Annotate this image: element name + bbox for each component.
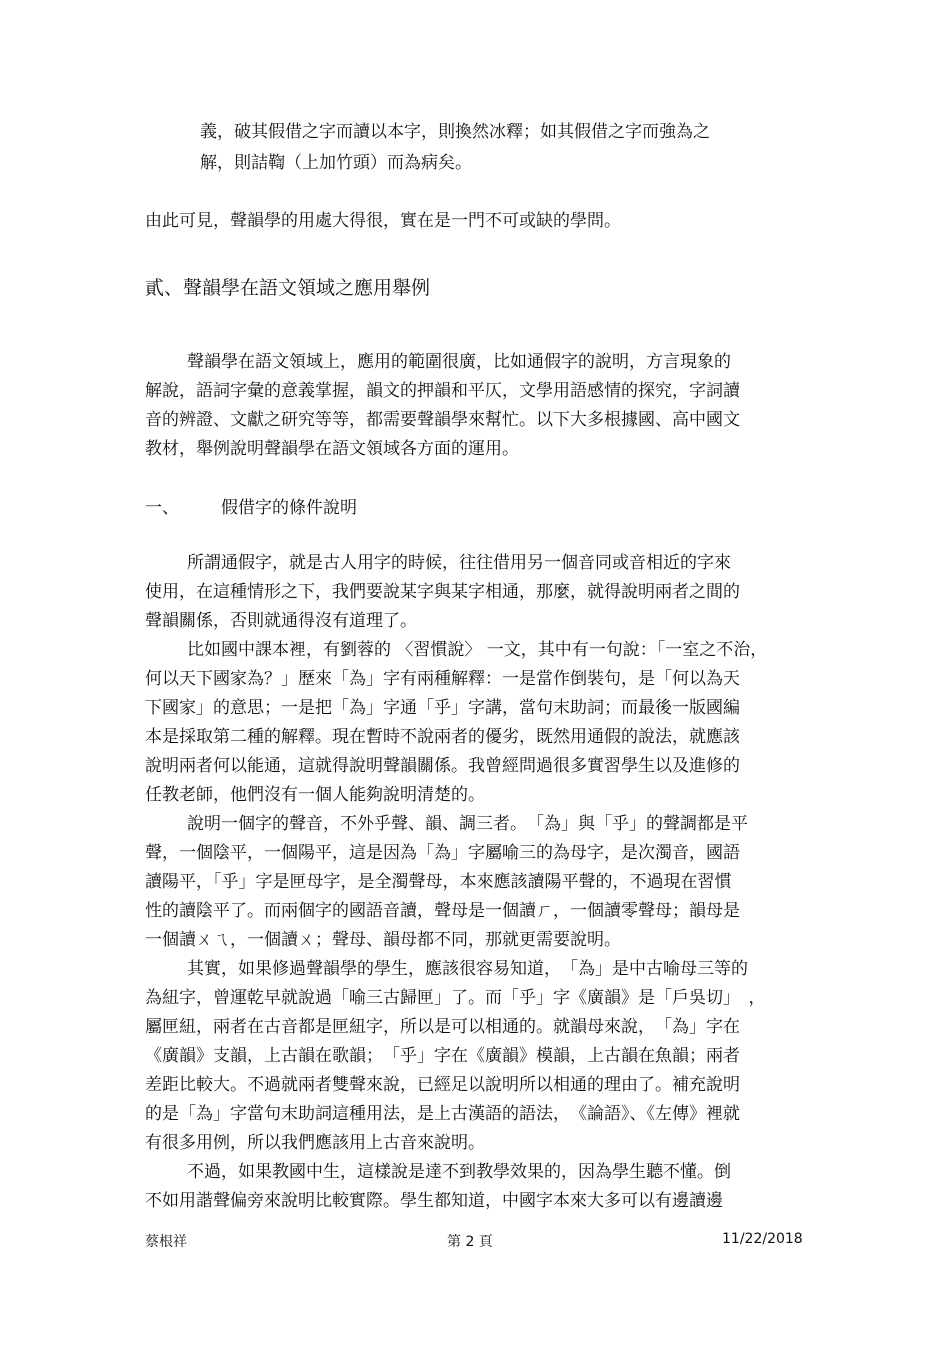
body-line: 不如用諧聲偏旁來說明比較實際。學生都知道，中國字本來大多可以有邊讀邊 bbox=[145, 1191, 723, 1211]
body-line: 下國家」的意思；一是把「為」字通「乎」字講，當句末助詞；而最後一版國編 bbox=[145, 698, 740, 718]
body-line: 性的讀陰平了。而兩個字的國語音讀，聲母是一個讀ㄏ，一個讀零聲母；韻母是 bbox=[145, 901, 740, 921]
body-line: 所謂通假字，就是古人用字的時候，往往借用另一個音同或音相近的字來 bbox=[187, 553, 731, 573]
quote-line: 解，則詰鞫（上加竹頭）而為病矣。 bbox=[200, 153, 472, 173]
intro-line: 教材，舉例說明聲韻學在語文領域各方面的運用。 bbox=[145, 439, 519, 459]
body-line: 屬匣紐，兩者在古音都是匣紐字，所以是可以相通的。就韻母來說， 「為」字在 bbox=[145, 1017, 740, 1037]
intro-line: 解說，語詞字彙的意義掌握，韻文的押韻和平仄，文學用語感情的探究，字詞讀 bbox=[145, 381, 740, 401]
footer-author: 蔡根祥 bbox=[145, 1234, 187, 1250]
subsection-number: 一、 bbox=[145, 498, 179, 518]
body-line: 比如國中課本裡，有劉蓉的 〈習慣說〉 一文，其中有一句說：「一室之不治， bbox=[187, 640, 768, 660]
body-line: 任教老師，他們沒有一個人能夠說明清楚的。 bbox=[145, 785, 485, 805]
body-line: 本是採取第二種的解釋。現在暫時不說兩者的優劣，既然用通假的說法，就應該 bbox=[145, 727, 740, 747]
body-line: 其實，如果修過聲韻學的學生，應該很容易知道， 「為」是中古喻母三等的 bbox=[187, 959, 748, 979]
body-line: 差距比較大。不過就兩者雙聲來說，已經足以說明所以相通的理由了。補充說明 bbox=[145, 1075, 740, 1095]
intro-line: 聲韻學在語文領域上，應用的範圍很廣，比如通假字的說明，方言現象的 bbox=[187, 352, 731, 372]
conclusion-text: 由此可見，聲韻學的用處大得很，實在是一門不可或缺的學問。 bbox=[145, 211, 621, 231]
footer-date: 11/22/2018 bbox=[722, 1231, 803, 1247]
body-line: 使用，在這種情形之下，我們要說某字與某字相通，那麼，就得說明兩者之間的 bbox=[145, 582, 740, 602]
body-line: 聲韻關係，否則就通得沒有道理了。 bbox=[145, 611, 417, 631]
body-line: 的是「為」字當句末助詞這種用法，是上古漢語的語法， 《論語》、《左傳》裡就 bbox=[145, 1104, 740, 1124]
body-line: 不過，如果教國中生，這樣說是達不到教學效果的，因為學生聽不懂。倒 bbox=[187, 1162, 731, 1182]
body-line: 聲，一個陰平，一個陽平，這是因為「為」字屬喻三的為母字，是次濁音，國語 bbox=[145, 843, 740, 863]
body-line: 為紐字，曾運乾早就說過「喻三古歸匣」了。而「乎」字《廣韻》是「戶吳切」 ， bbox=[145, 988, 766, 1008]
quote-line: 義，破其假借之字而讀以本字，則換然冰釋；如其假借之字而強為之 bbox=[200, 122, 710, 142]
subsection-title: 假借字的條件說明 bbox=[221, 498, 357, 518]
body-line: 何以天下國家為？」歷來「為」字有兩種解釋：一是當作倒裝句，是「何以為天 bbox=[145, 669, 740, 689]
body-line: 一個讀ㄨㄟ，一個讀ㄨ；聲母、韻母都不同，那就更需要說明。 bbox=[145, 930, 621, 950]
body-line: 《廣韻》支韻，上古韻在歌韻； 「乎」字在《廣韻》模韻，上古韻在魚韻；兩者 bbox=[145, 1046, 740, 1066]
intro-line: 音的辨證、文獻之研究等等，都需要聲韻學來幫忙。以下大多根據國、高中國文 bbox=[145, 410, 740, 430]
body-line: 有很多用例，所以我們應該用上古音來說明。 bbox=[145, 1133, 485, 1153]
section-heading: 貳、聲韻學在語文領域之應用舉例 bbox=[145, 277, 431, 299]
body-line: 讀陽平，「乎」字是匣母字，是全濁聲母，本來應該讀陽平聲的，不過現在習慣 bbox=[145, 872, 732, 892]
footer-page-number: 第 2 頁 bbox=[447, 1234, 493, 1250]
body-line: 說明兩者何以能通，這就得說明聲韻關係。我曾經問過很多實習學生以及進修的 bbox=[145, 756, 740, 776]
body-line: 說明一個字的聲音，不外乎聲、韻、調三者。 「為」與「乎」的聲調都是平 bbox=[187, 814, 748, 834]
